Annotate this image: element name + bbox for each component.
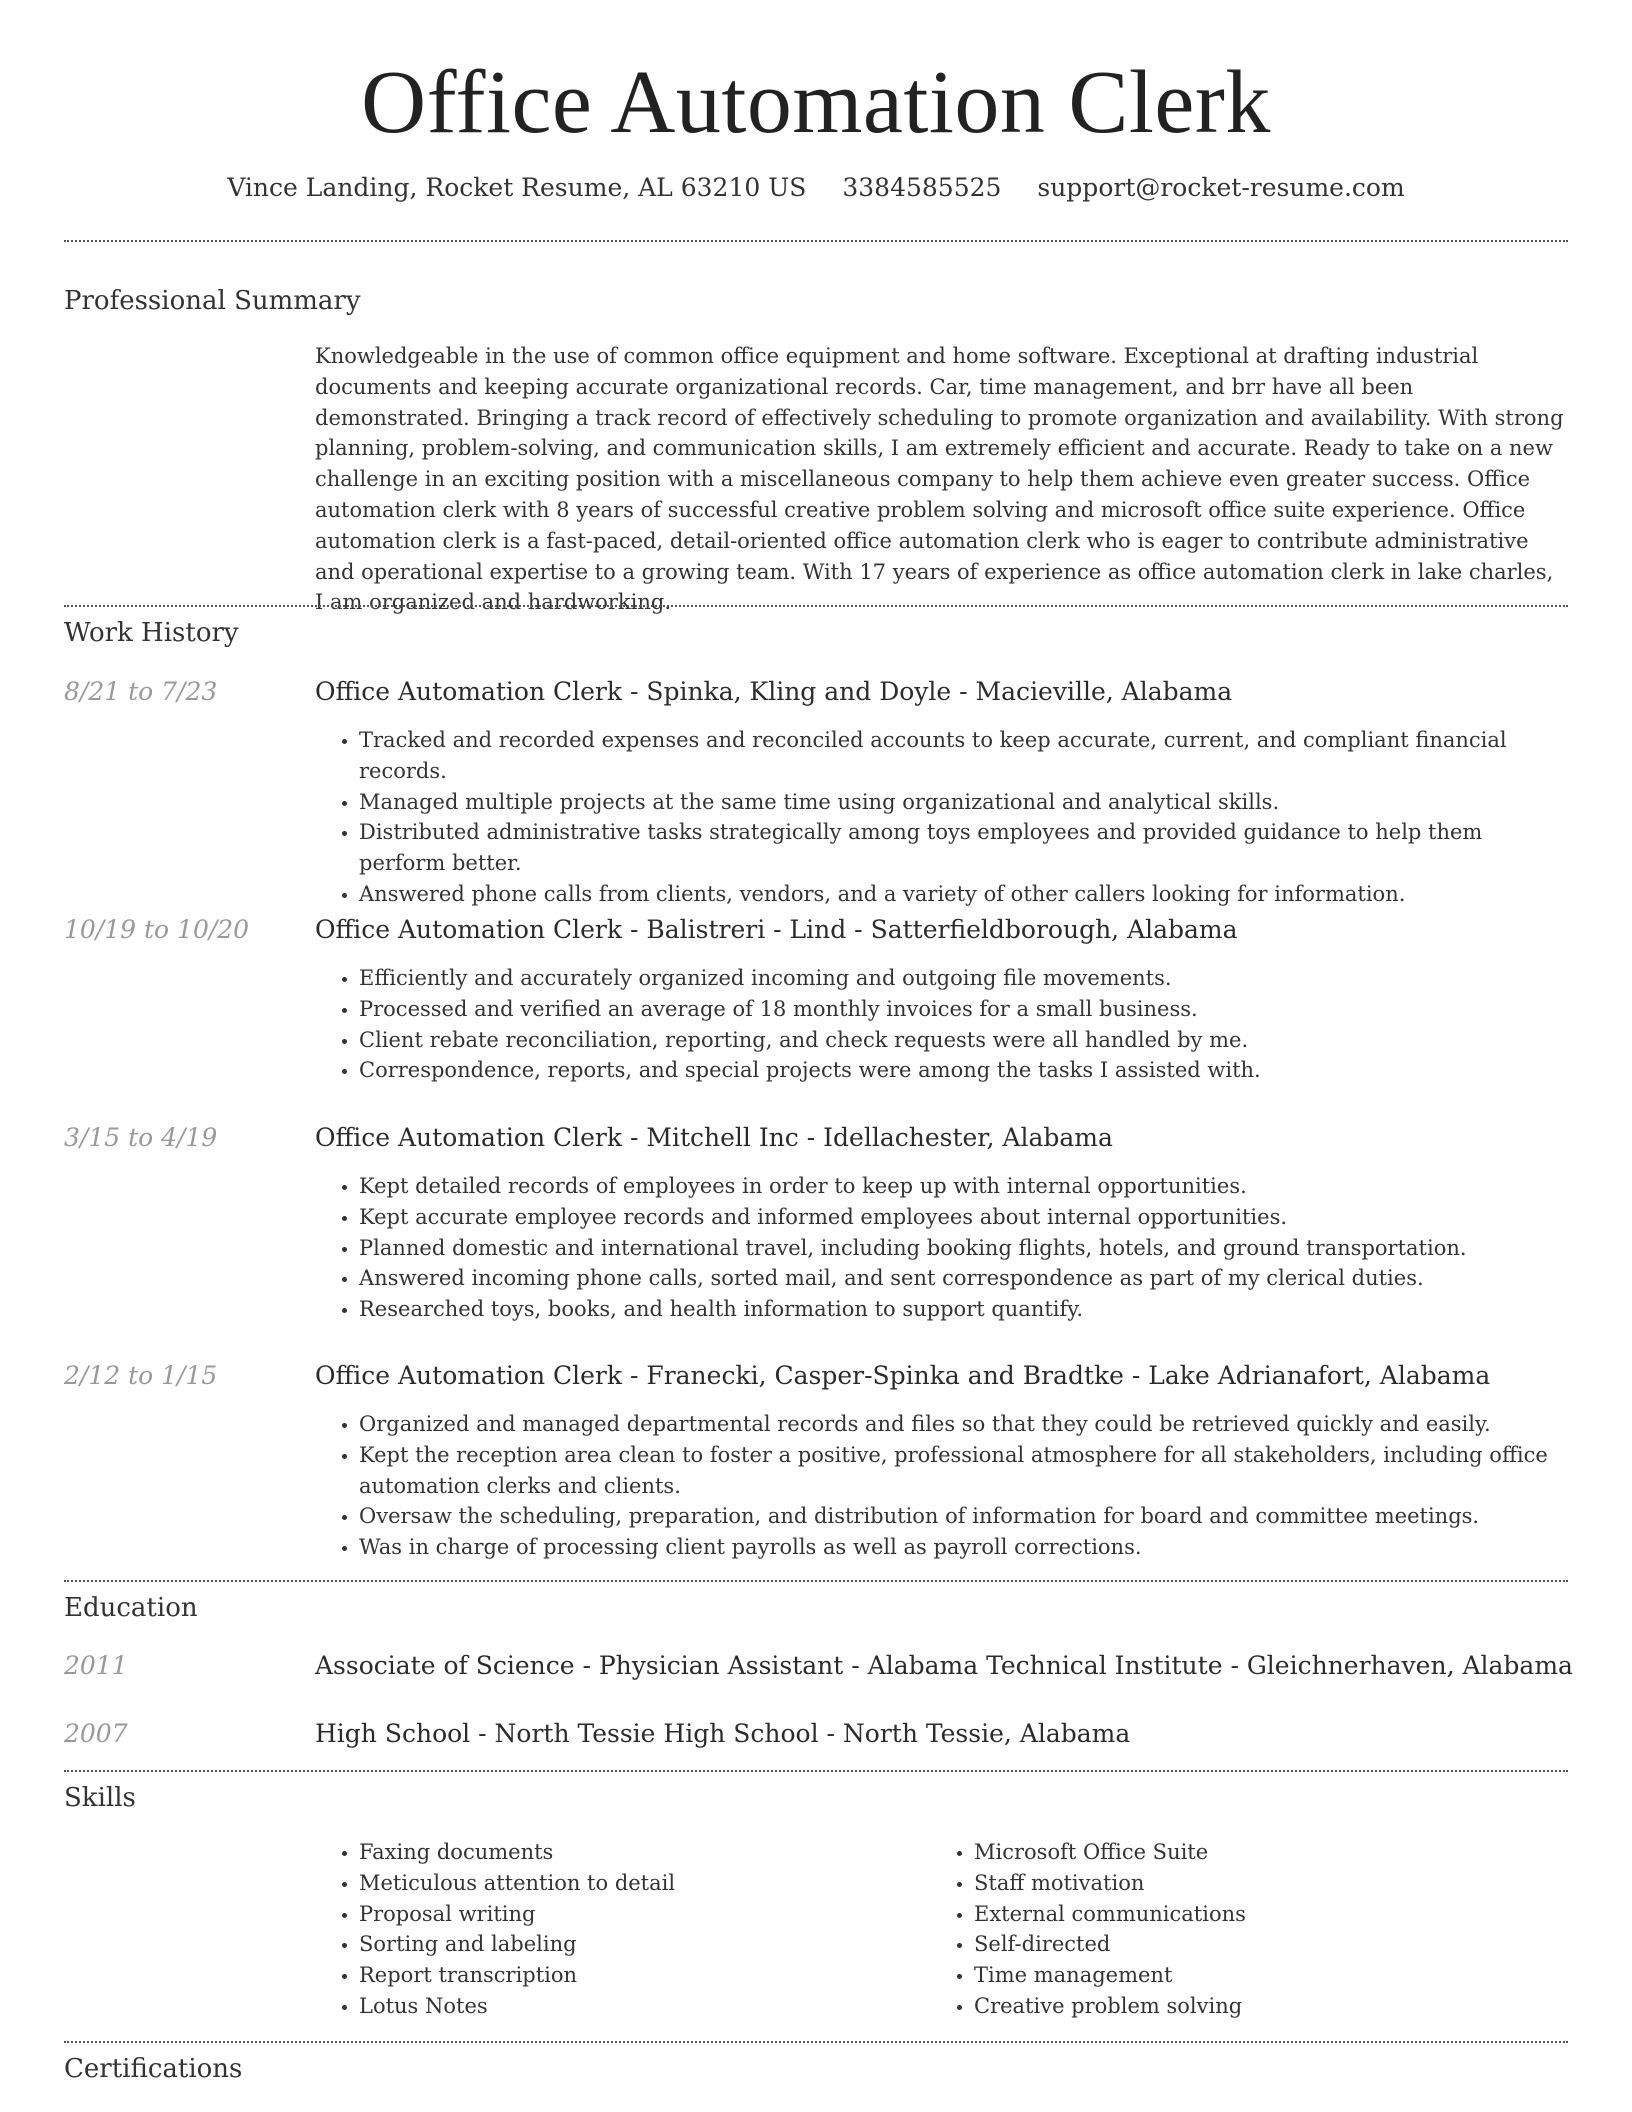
divider <box>64 2041 1568 2043</box>
contact-phone: 3384585525 <box>842 173 1002 202</box>
education-year: 2007 <box>64 1719 128 1748</box>
job-bullets <box>315 725 1565 910</box>
skill-item: • Microsoft Office Suite <box>974 1837 1530 1868</box>
job-bullet: • Kept accurate employee records and informed employees about internal opportunities. <box>359 1202 1565 1233</box>
divider <box>64 240 1568 242</box>
contact-email[interactable]: support@rocket-resume.com <box>1037 173 1405 202</box>
job-bullet: • Client rebate reconciliation, reporting, and check requests were all handled by me. <box>359 1025 1565 1056</box>
skill-item: • Sorting and labeling <box>359 1929 915 1960</box>
section-heading-work: Work History <box>64 618 239 648</box>
job-bullet: • Tracked and recorded expenses and reconciled accounts to keep accurate, current, and compliant financial records. <box>359 725 1565 787</box>
job-dates: 2/12 to 1/15 <box>64 1361 218 1390</box>
divider <box>64 1580 1568 1582</box>
job-bullet: • Researched toys, books, and health information to support quantify. <box>359 1294 1565 1325</box>
skill-item: • Self-directed <box>974 1929 1530 1960</box>
skill-item: • Staff motivation <box>974 1868 1530 1899</box>
job-bullet: • Oversaw the scheduling, preparation, and distribution of information for board and committee meetings. <box>359 1501 1565 1532</box>
section-heading-skills: Skills <box>64 1783 136 1813</box>
job-bullet: • Processed and verified an average of 18 monthly invoices for a small business. <box>359 994 1565 1025</box>
divider <box>64 1770 1568 1772</box>
job-title: Office Automation Clerk - Spinka, Kling and Doyle - Macieville, Alabama <box>315 677 1233 706</box>
summary-text: Knowledgeable in the use of common office equipment and home software. Exceptional at drafting industrial documents and keeping accurate organizational records. Car, time management, and brr have all been demonstrated. Bringing a track record of effectively scheduling to promote organization and availability. With strong planning, problem-solving, and communication skills, I am extremely efficient and accurate. Ready to take on a new challenge in an exciting position with a miscellaneous company to help them achieve even greater success. Office automation clerk with 8 years of successful creative problem solving and microsoft office suite experience. Office automation clerk is a fast-paced, detail-oriented office automation clerk who is eager to contribute administrative and operational expertise to a growing team. With 17 years of experience as office automation clerk in lake charles, I am organized and hardworking. <box>315 344 1564 615</box>
skills-list-left <box>315 1837 915 2022</box>
section-heading-education: Education <box>64 1593 198 1623</box>
skill-item: • Meticulous attention to detail <box>359 1868 915 1899</box>
job-bullet: • Distributed administrative tasks strategically among toys employees and provided guidance to help them perform better. <box>359 817 1565 879</box>
education-entry: Associate of Science - Physician Assistant - Alabama Technical Institute - Gleichnerhaven, Alabama <box>315 1651 1573 1680</box>
job-bullet: • Kept detailed records of employees in order to keep up with internal opportunities. <box>359 1171 1565 1202</box>
skill-item: • Creative problem solving <box>974 1991 1530 2022</box>
job-bullets <box>315 963 1565 1086</box>
job-bullet: • Planned domestic and international travel, including booking flights, hotels, and ground transportation. <box>359 1233 1565 1264</box>
education-year: 2011 <box>64 1651 128 1680</box>
contact-line <box>0 168 1632 208</box>
skill-item: • Proposal writing <box>359 1899 915 1930</box>
job-bullet: • Managed multiple projects at the same time using organizational and analytical skills. <box>359 787 1565 818</box>
divider <box>64 605 1568 607</box>
job-bullets <box>315 1409 1565 1563</box>
job-bullet: • Answered phone calls from clients, vendors, and a variety of other callers looking for information. <box>359 879 1565 910</box>
job-bullet: • Organized and managed departmental records and files so that they could be retrieved quickly and easily. <box>359 1409 1565 1440</box>
job-bullet: • Kept the reception area clean to foster a positive, professional atmosphere for all stakeholders, including office automation clerks and clients. <box>359 1440 1565 1502</box>
skill-item: • Report transcription <box>359 1960 915 1991</box>
job-dates: 8/21 to 7/23 <box>64 677 218 706</box>
skill-item: • Time management <box>974 1960 1530 1991</box>
job-dates: 3/15 to 4/19 <box>64 1123 218 1152</box>
contact-address: Vince Landing, Rocket Resume, AL 63210 US <box>227 173 807 202</box>
resume-title: Office Automation Clerk <box>361 53 1271 152</box>
job-title: Office Automation Clerk - Balistreri - Lind - Satterfieldborough, Alabama <box>315 915 1238 944</box>
education-entry: High School - North Tessie High School - North Tessie, Alabama <box>315 1719 1131 1748</box>
job-bullet: • Was in charge of processing client payrolls as well as payroll corrections. <box>359 1532 1565 1563</box>
skill-item: • Lotus Notes <box>359 1991 915 2022</box>
job-dates: 10/19 to 10/20 <box>64 915 250 944</box>
job-bullet: • Answered incoming phone calls, sorted mail, and sent correspondence as part of my clerical duties. <box>359 1263 1565 1294</box>
job-bullet: • Efficiently and accurately organized incoming and outgoing file movements. <box>359 963 1565 994</box>
job-title: Office Automation Clerk - Franecki, Casper-Spinka and Bradtke - Lake Adrianafort, Alabama <box>315 1361 1491 1390</box>
job-bullet: • Correspondence, reports, and special projects were among the tasks I assisted with. <box>359 1055 1565 1086</box>
section-heading-summary: Professional Summary <box>64 286 361 316</box>
skill-item: • External communications <box>974 1899 1530 1930</box>
skills-list-right <box>930 1837 1530 2022</box>
skill-item: • Faxing documents <box>359 1837 915 1868</box>
section-heading-certifications: Certifications <box>64 2054 243 2084</box>
job-bullets <box>315 1171 1565 1325</box>
job-title: Office Automation Clerk - Mitchell Inc - Idellachester, Alabama <box>315 1123 1113 1152</box>
